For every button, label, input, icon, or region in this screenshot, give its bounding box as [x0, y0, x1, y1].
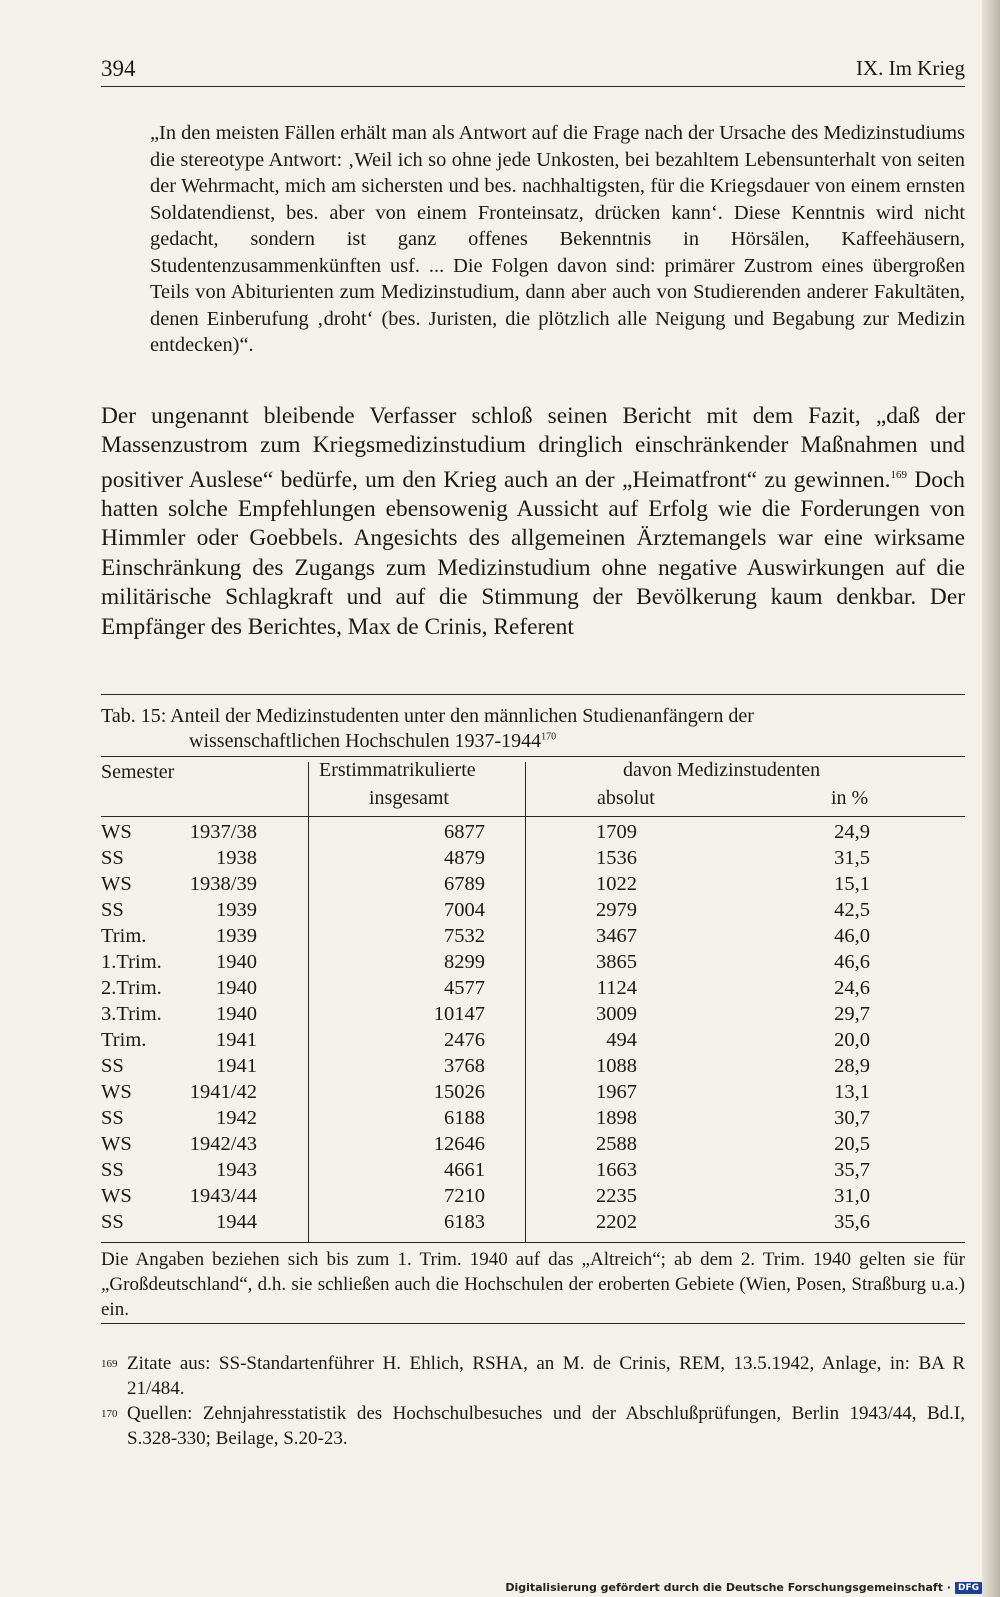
- absolute-cell: 1898: [596, 1107, 637, 1129]
- percent-cell: 20,5: [834, 1133, 870, 1155]
- semester-cell: WS: [101, 821, 132, 843]
- table-row: [101, 1029, 965, 1055]
- header-erstimmatrikulierte: Erstimmatrikulierte: [319, 759, 476, 781]
- table-row: [101, 1185, 965, 1211]
- chapter-title: IX. Im Krieg: [855, 56, 965, 80]
- table-rule-bottom: [101, 1242, 965, 1243]
- semester-cell: 3.Trim.: [101, 1003, 162, 1025]
- year-cell: 1943: [216, 1159, 257, 1181]
- semester-cell: SS: [101, 847, 124, 869]
- table-row: [101, 1159, 965, 1185]
- table-row: [101, 899, 965, 925]
- total-cell: 15026: [433, 1081, 485, 1103]
- semester-cell: WS: [101, 1081, 132, 1103]
- table-row: [101, 1003, 965, 1029]
- absolute-cell: 3865: [596, 951, 637, 973]
- total-cell: 4661: [444, 1159, 485, 1181]
- year-cell: 1938: [216, 847, 257, 869]
- total-cell: 2476: [444, 1029, 485, 1051]
- absolute-cell: 2202: [596, 1211, 637, 1233]
- footnote-169: [101, 1352, 965, 1401]
- table-row: [101, 951, 965, 977]
- header-absolut: absolut: [597, 787, 655, 809]
- table-rule-top: [101, 694, 965, 695]
- year-cell: 1941/42: [189, 1081, 257, 1103]
- absolute-cell: 1663: [596, 1159, 637, 1181]
- percent-cell: 46,0: [834, 925, 870, 947]
- year-cell: 1939: [216, 925, 257, 947]
- footnote-170: [101, 1402, 965, 1451]
- footnote-text: Zitate aus: SS-Standartenführer H. Ehlich, RSHA, an M. de Crinis, REM, 13.5.1942, Anlage, in: BA R 21/484.: [127, 1353, 965, 1399]
- total-cell: 4879: [444, 847, 485, 869]
- caption-line-2-text: wissenschaftlichen Hochschulen 1937-1944: [189, 730, 542, 752]
- percent-cell: 13,1: [834, 1081, 870, 1103]
- footnote-text: Quellen: Zehnjahresstatistik des Hochschulbesuches und der Abschlußprüfungen, Berlin 1943/44, Bd.I, S.328-330; Beilage, S.20-23.: [127, 1403, 965, 1449]
- absolute-cell: 3009: [596, 1003, 637, 1025]
- absolute-cell: 494: [606, 1029, 637, 1051]
- year-cell: 1937/38: [189, 821, 257, 843]
- percent-cell: 30,7: [834, 1107, 870, 1129]
- total-cell: 8299: [444, 951, 485, 973]
- total-cell: 6188: [444, 1107, 485, 1129]
- table-row: [101, 873, 965, 899]
- year-cell: 1939: [216, 899, 257, 921]
- absolute-cell: 2235: [596, 1185, 637, 1207]
- percent-cell: 24,9: [834, 821, 870, 843]
- body-paragraph: [101, 402, 965, 642]
- header-in-percent: in %: [831, 787, 869, 809]
- year-cell: 1940: [216, 1003, 257, 1025]
- total-cell: 7004: [444, 899, 485, 921]
- year-cell: 1938/39: [189, 873, 257, 895]
- semester-cell: Trim.: [101, 1029, 147, 1051]
- absolute-cell: 1536: [596, 847, 637, 869]
- percent-cell: 29,7: [834, 1003, 870, 1025]
- total-cell: 7210: [444, 1185, 485, 1207]
- semester-cell: 1.Trim.: [101, 951, 162, 973]
- year-cell: 1944: [216, 1211, 257, 1233]
- page-edge: [982, 0, 1000, 1597]
- footnote-number: 170: [101, 1408, 118, 1420]
- table-row: [101, 925, 965, 951]
- total-cell: 10147: [433, 1003, 485, 1025]
- table-row: [101, 1133, 965, 1159]
- total-cell: 4577: [444, 977, 485, 999]
- semester-cell: SS: [101, 1159, 124, 1181]
- body-text-part2: Doch hatten solche Empfehlungen ebensowenig Aussicht auf Erfolg wie die Forderungen von Himmler oder Goebbels. Angesichts des allgemeinen Ärztemangels war eine wirksame Einschränkung des Zugangs zum Medizinstudium ohne negative Auswirkungen auf die militärische Schlagkraft und auf die Stimmung der Bevölkerung kaum denkbar. Der Empfänger des Berichtes, Max de Crinis, Referent: [101, 466, 965, 640]
- table-row: [101, 1107, 965, 1133]
- percent-cell: 24,6: [834, 977, 870, 999]
- footnote-ref-170: 170: [541, 731, 557, 743]
- table-rule-header-top: [101, 756, 965, 757]
- table-caption: [101, 704, 965, 754]
- year-cell: 1943/44: [189, 1185, 257, 1207]
- header-davon: davon Medizinstudenten: [623, 759, 821, 781]
- percent-cell: 35,7: [834, 1159, 870, 1181]
- year-cell: 1941: [216, 1029, 257, 1051]
- semester-cell: SS: [101, 1211, 124, 1233]
- year-cell: 1941: [216, 1055, 257, 1077]
- page-number: 394: [101, 56, 136, 81]
- semester-cell: WS: [101, 1185, 132, 1207]
- credit-text: Digitalisierung gefördert durch die Deutsche Forschungsgemeinschaft ·: [505, 1581, 951, 1594]
- semester-cell: SS: [101, 1107, 124, 1129]
- total-cell: 12646: [433, 1133, 485, 1155]
- digitization-credit: [505, 1578, 982, 1597]
- semester-cell: SS: [101, 899, 124, 921]
- block-quote: „In den meisten Fällen erhält man als Antwort auf die Frage nach der Ursache des Medizinstudiums die stereotype Antwort: ‚Weil ich so ohne jede Unkosten, bei bezahltem Lebensunterhalt von seiten der Wehrmacht, mich am sichersten und bes. nachhaltigsten, für die Kriegsdauer von einem ernsten Soldatendienst, bes. aber von einem Fronteinsatz, drücken kann‘. Diese Kenntnis wird nicht gedacht, sondern ist ganz offenes Bekenntnis in Hörsälen, Kaffeehäusern, Studentenzusammenkünften usf. ... Die Folgen davon sind: primärer Zustrom eines übergroßen Teils von Abiturienten zum Medizinstudium, dann aber auch von Studierenden anderer Fakultäten, denen Einberufung ‚droht‘ (bes. Juristen, die plötzlich alle Neigung und Begabung zur Medizin entdecken)“.: [150, 122, 965, 356]
- table-row: [101, 977, 965, 1003]
- percent-cell: 20,0: [834, 1029, 870, 1051]
- table-row: [101, 821, 965, 847]
- table-rule-header-bottom: [101, 816, 965, 817]
- year-cell: 1940: [216, 951, 257, 973]
- percent-cell: 31,0: [834, 1185, 870, 1207]
- absolute-cell: 1709: [596, 821, 637, 843]
- dfg-logo: DFG: [955, 1582, 982, 1594]
- total-cell: 6789: [444, 873, 485, 895]
- semester-cell: Trim.: [101, 925, 147, 947]
- header-semester: Semester: [101, 761, 175, 783]
- percent-cell: 42,5: [834, 899, 870, 921]
- header-insgesamt: insgesamt: [369, 787, 449, 809]
- semester-cell: WS: [101, 873, 132, 895]
- absolute-cell: 1088: [596, 1055, 637, 1077]
- year-cell: 1942: [216, 1107, 257, 1129]
- absolute-cell: 2588: [596, 1133, 637, 1155]
- caption-line-2: [101, 729, 965, 754]
- footnote-number: 169: [101, 1358, 118, 1370]
- percent-cell: 28,9: [834, 1055, 870, 1077]
- absolute-cell: 3467: [596, 925, 637, 947]
- absolute-cell: 1124: [596, 977, 637, 999]
- absolute-cell: 1967: [596, 1081, 637, 1103]
- semester-cell: SS: [101, 1055, 124, 1077]
- total-cell: 6877: [444, 821, 485, 843]
- table-note: Die Angaben beziehen sich bis zum 1. Trim. 1940 auf das „Altreich“; ab dem 2. Trim. 1940 gelten sie für „Großdeutschland“, d.h. sie schließen auch die Hochschulen der eroberten Gebiete (Wien, Posen, Straßburg u.a.) ein.: [101, 1249, 965, 1320]
- body-text-part1: Der ungenannt bleibende Verfasser schloß seinen Bericht mit dem Fazit, „daß der Massenzustrom zum Kriegsmedizinstudium dringlich einschränkender Maßnahmen und positiver Auslese“ bedürfe, um den Krieg auch an der „Heimatfront“ zu gewinnen.: [101, 403, 965, 493]
- year-cell: 1940: [216, 977, 257, 999]
- percent-cell: 31,5: [834, 847, 870, 869]
- total-cell: 6183: [444, 1211, 485, 1233]
- absolute-cell: 2979: [596, 899, 637, 921]
- table-row: [101, 1055, 965, 1081]
- percent-cell: 15,1: [834, 873, 870, 895]
- footnote-ref-169: 169: [890, 468, 908, 481]
- absolute-cell: 1022: [596, 873, 637, 895]
- table-row: [101, 847, 965, 873]
- caption-line-1: Tab. 15: Anteil der Medizinstudenten unter den männlichen Studienanfängern der: [101, 705, 754, 727]
- table-row: [101, 1211, 965, 1237]
- running-header: [101, 56, 965, 87]
- total-cell: 7532: [444, 925, 485, 947]
- total-cell: 3768: [444, 1055, 485, 1077]
- table-row: [101, 1081, 965, 1107]
- percent-cell: 35,6: [834, 1211, 870, 1233]
- year-cell: 1942/43: [189, 1133, 257, 1155]
- semester-cell: WS: [101, 1133, 132, 1155]
- semester-cell: 2.Trim.: [101, 977, 162, 999]
- table-rule-note: [101, 1323, 965, 1324]
- percent-cell: 46,6: [834, 951, 870, 973]
